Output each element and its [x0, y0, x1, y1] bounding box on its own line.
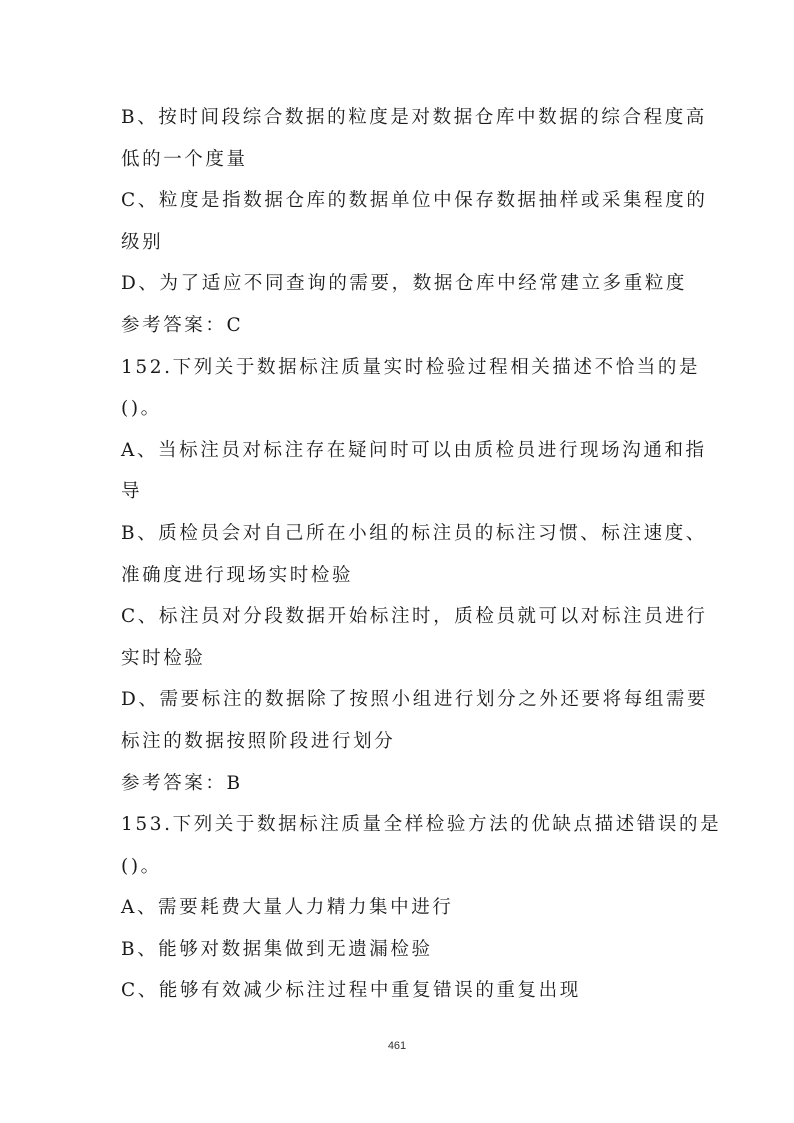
option-c-line-2: 级别 [121, 231, 164, 253]
option-c-line-1: C、粒度是指数据仓库的数据单位中保存数据抽样或采集程度的 [121, 190, 708, 212]
text-body [121, 97, 722, 1012]
question-153-line-2: ()。 [121, 855, 162, 877]
option-d-line: D、为了适应不同查询的需要，数据仓库中经常建立多重粒度 [121, 273, 688, 295]
q153-option-c: C、能够有效减少标注过程中重复错误的重复出现 [121, 980, 581, 1002]
q152-option-c-line-2: 实时检验 [121, 647, 206, 669]
question-152-line-2: ()。 [121, 398, 162, 420]
question-153-line-1: 153.下列关于数据标注质量全样检验方法的优缺点描述错误的是 [121, 814, 722, 836]
option-b-line-2: 低的一个度量 [121, 148, 248, 170]
answer-152: 参考答案：B [121, 772, 243, 794]
q152-option-d-line-1: D、需要标注的数据除了按照小组进行划分之外还要将每组需要 [121, 689, 709, 711]
q152-option-a-line-1: A、当标注员对标注存在疑问时可以由质检员进行现场沟通和指 [121, 439, 707, 461]
q153-option-a: A、需要耗费大量人力精力集中进行 [121, 897, 454, 919]
question-152-line-1: 152.下列关于数据标注质量实时检验过程相关描述不恰当的是 [121, 356, 701, 378]
q152-option-d-line-2: 标注的数据按照阶段进行划分 [121, 730, 396, 752]
q152-option-b-line-2: 准确度进行现场实时检验 [121, 564, 354, 586]
answer-151: 参考答案：C [121, 314, 244, 336]
q152-option-a-line-2: 导 [121, 481, 143, 503]
option-b-line-1: B、按时间段综合数据的粒度是对数据仓库中数据的综合程度高 [121, 107, 707, 128]
q153-option-b: B、能够对数据集做到无遗漏检验 [121, 938, 433, 960]
page-number: 461 [387, 1040, 407, 1052]
q152-option-b-line-1: B、质检员会对自己所在小组的标注员的标注习惯、标注速度、 [121, 522, 707, 544]
q152-option-c-line-1: C、标注员对分段数据开始标注时，质检员就可以对标注员进行 [121, 606, 708, 628]
